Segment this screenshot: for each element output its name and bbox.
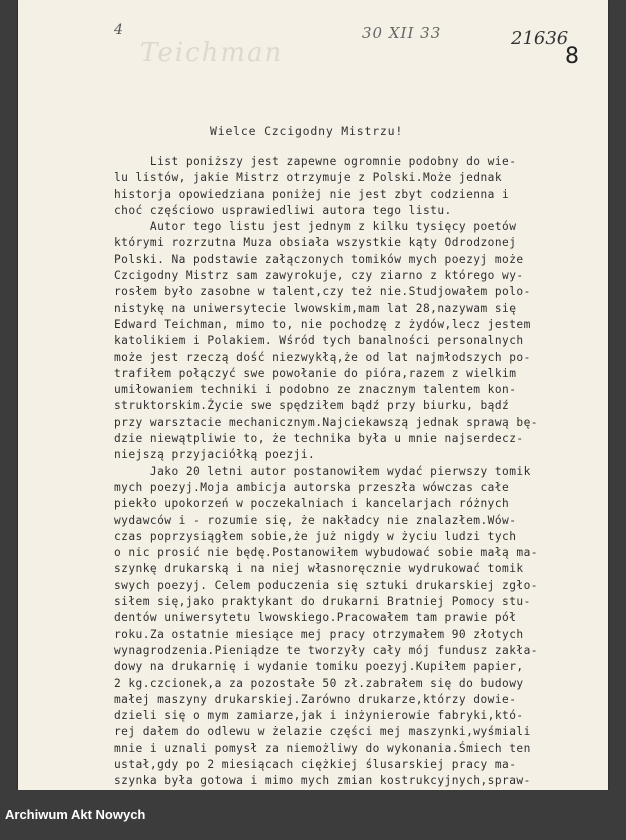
archive-footer-label: Archiwum Akt Nowych [5, 807, 146, 822]
letter-line: historja opowiedziana poniżej nie jest zbyt codzienna i [114, 187, 510, 201]
letter-line: którymi rozrzutna Muza obsiała wszystkie kąty Odrodzonej [114, 236, 517, 250]
letter-line: dzieli się o mym zamiarze,jak i inżynierowie fabryki,któ- [114, 709, 524, 723]
letter-line: Polski. Na podstawie załączonych tomików mych poezyj może [114, 252, 524, 266]
letter-line: umiłowaniem techniki i podobno ze znacznym talentem kon- [114, 383, 517, 397]
letter-line: dzie niewątpliwie to, że technika była u mnie najserdecz- [114, 432, 524, 446]
letter-line: 2 kg.czcionek,a za pozostałe 50 zł.zabrałem się do budowy [114, 676, 524, 690]
letter-line: struktorskim.Życie swe spędziłem bądź przy biurku, bądź [114, 399, 510, 413]
letter-line: dowy na drukarnię i wydanie tomiku poezyj.Kupiłem papier, [114, 660, 524, 674]
letter-line: wydawców i - rozumie się, że nakładcy nie znalazłem.Wów- [114, 513, 517, 527]
archive-number: 21636 [511, 28, 569, 49]
letter-line: siłem się,jako praktykant do drukarni Bratniej Pomocy stu- [114, 595, 531, 609]
letter-line: choć częściowo usprawiedliwi autora tego listu. [114, 203, 452, 217]
letter-line: ustał,gdy po 2 miesiącach ciężkiej ślusarskiej pracy ma- [114, 757, 517, 771]
letter-line: Jako 20 letni autor postanowiłem wydać pierwszy tomik [114, 464, 531, 478]
letter-line: piekło upokorzeń w poczekalniach i kancelarjach różnych [114, 497, 510, 511]
letter-line: szynka była gotowa i mimo mych zmian kostrukcyjnych,spraw- [114, 774, 531, 788]
letter-line: trafiłem połączyć swe powołanie do pióra,razem z wielkim [114, 366, 517, 380]
letter-line: przy warsztacie mechanicznym.Najciekawszą jednak sprawą bę- [114, 415, 538, 429]
folio-number: 8 [565, 44, 579, 69]
letter-line: wynagrodzenia.Pieniądze te tworzyły cały mój fundusz zakła- [114, 643, 538, 657]
letter-line: Czcigodny Mistrz sam zawyrokuje, czy ziarno z którego wy- [114, 269, 524, 283]
letter-line: szynkę drukarską i na niej własnoręcznie wydrukować tomik [114, 562, 524, 576]
letter-line: katolikiem i Polakiem. Wśród tych banalności personalnych [114, 334, 524, 348]
letter-line: o nic prosić nie będę.Postanowiłem wybudować sobie małą ma- [114, 546, 538, 560]
letter-line: mych poezyj.Moja ambicja autorska przeszła wówczas całe [114, 480, 510, 494]
letter-line: może jest rzeczą dość niezwykłą,że od lat najmłodszych po- [114, 350, 531, 364]
faint-handwritten-name: Teichman [140, 38, 284, 68]
letter-line: Edward Teichman, mimo to, nie pochodzę z żydów,lecz jestem [114, 317, 531, 331]
letter-line: Autor tego listu jest jednym z kilku tysięcy poetów [114, 220, 517, 234]
letter-line: mnie i uznali pomysł za niemożliwy do wykonania.Śmiech ten [114, 741, 531, 755]
letter-line: czas poprzysiągłem sobie,że już nigdy w życiu ludzi tych [114, 529, 517, 543]
letter-line: rosłem było zasobne w talent,czy też nie.Studjowałem polo- [114, 285, 531, 299]
letter-line: dentów uniwersytetu lwowskiego.Pracowałem tam prawie pół [114, 611, 517, 625]
letter-line: swych poezyj. Celem poduczenia się sztuki drukarskiej zgło- [114, 578, 538, 592]
letter-line: roku.Za ostatnie miesiące mej pracy otrzymałem 90 złotych [114, 627, 524, 641]
handwritten-date-note: 30 XII 33 [362, 24, 442, 42]
letter-line: małej maszyny drukarskiej.Zarówno drukarze,którzy dowie- [114, 692, 517, 706]
letter-salutation: Wielce Czcigodny Mistrzu! [210, 124, 404, 138]
letter-line: lu listów, jakie Mistrz otrzymuje z Polski.Może jednak [114, 171, 503, 185]
handwritten-page-number: 4 [114, 22, 123, 38]
letter-line: rej dałem do odlewu w żelazie części mej maszynki,wyśmiali [114, 725, 531, 739]
letter-line: nistykę na uniwersytecie lwowskim,mam lat 28,nazywam się [114, 301, 517, 315]
letter-line: niejszą przyjaciółką poezji. [114, 448, 316, 462]
letter-line: List poniższy jest zapewne ogromnie podobny do wie- [114, 155, 517, 168]
letter-body [114, 154, 598, 806]
archive-footer-bar [0, 790, 626, 840]
